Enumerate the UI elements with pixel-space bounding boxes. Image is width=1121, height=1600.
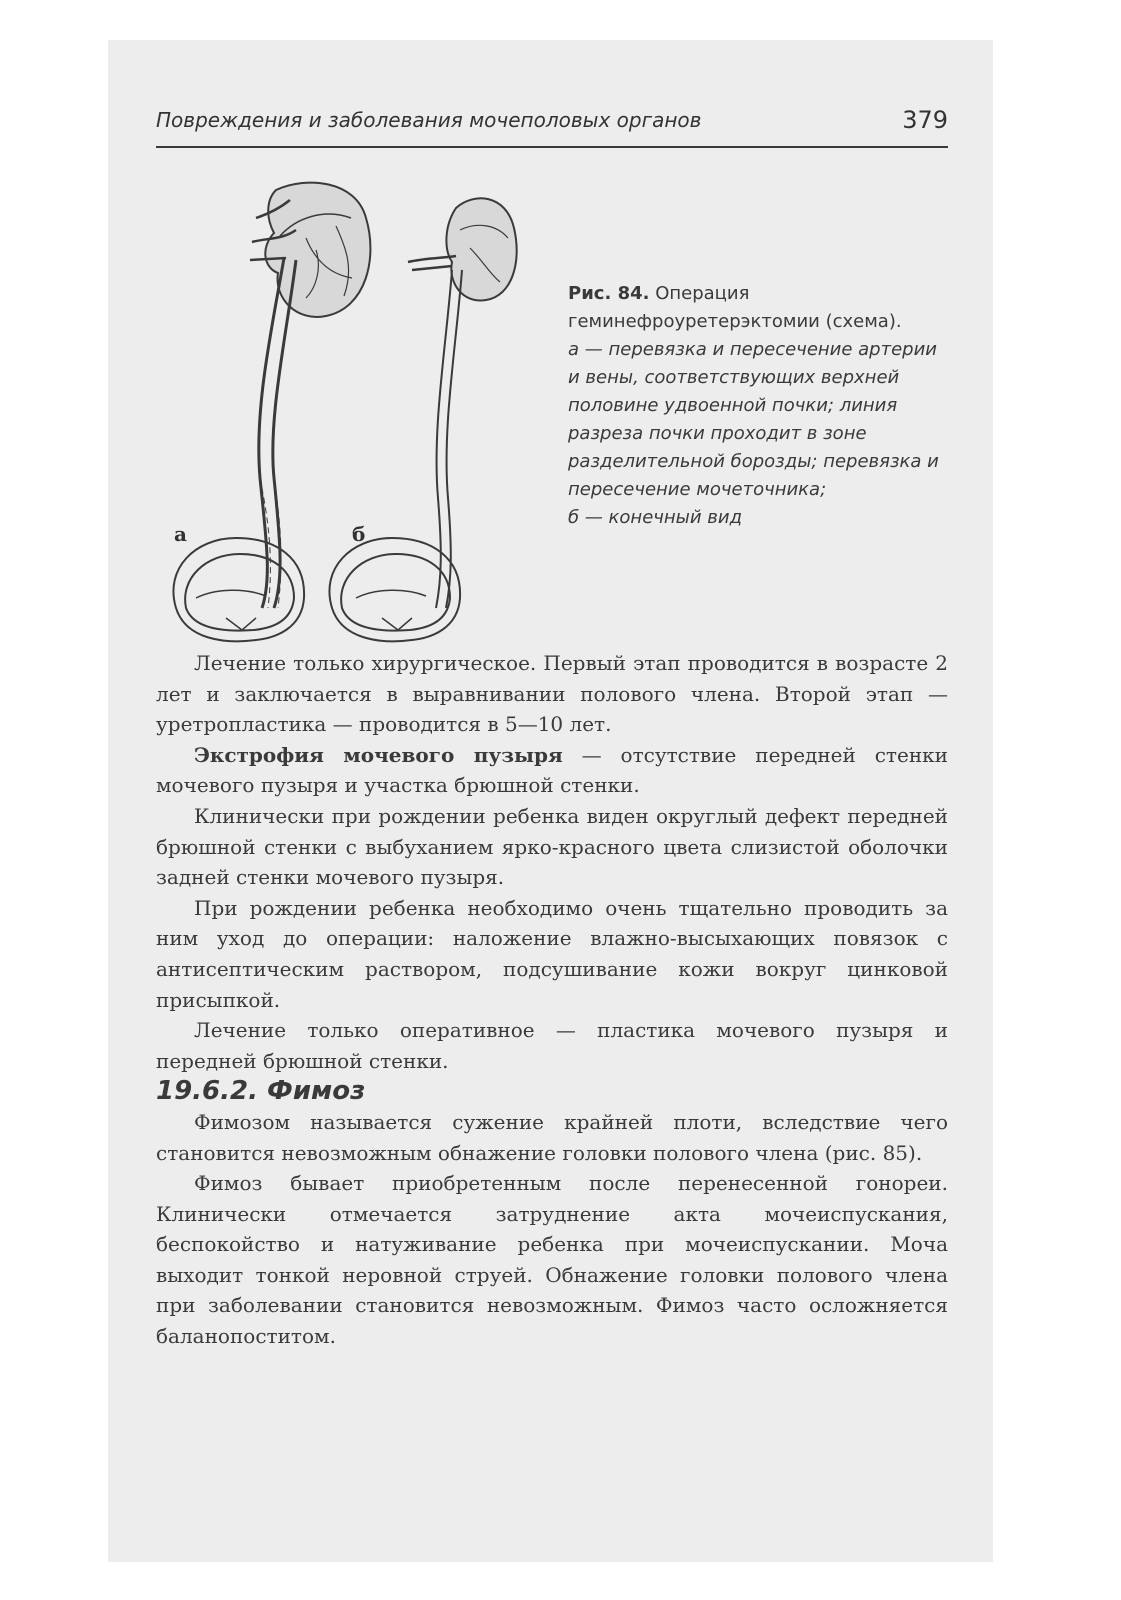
section-heading: 19.6.2. Фимоз	[156, 1076, 366, 1107]
caption-part-a: а — перевязка и пересечение артерии и вены, соответствующих верхней половине удвоенной почки; линия разреза почки проходит в зоне разделительной борозды; перевязка и пересечение мочеточника;	[568, 339, 939, 500]
page-number: 379	[902, 106, 948, 134]
paragraph: Фимоз бывает приобретенным после перенесенной гонореи. Клинически отмечается затруднение акта мочеиспускания, беспокойство и натуживание ребенка при мочеиспускании. Моча выходит тонкой неровной струей. Обнажение головки полового члена при заболевании становится невозможным. Фимоз часто осложняется баланопоститом.	[156, 1171, 948, 1349]
paragraph: Лечение только оперативное — пластика мочевого пузыря и передней брюшной стенки.	[156, 1018, 948, 1073]
running-title: Повреждения и заболевания мочеполовых органов	[156, 108, 702, 132]
kidney-operation-illustration	[156, 178, 556, 648]
caption-title: Операция геминефроуретерэктомии (схема).	[568, 283, 902, 332]
running-head	[156, 106, 948, 148]
body-text	[156, 648, 948, 1352]
panel-a-drawing	[173, 183, 370, 642]
definition-text: — отсутствие передней стенки мочевого пузыря и участка брюшной стенки.	[156, 742, 948, 798]
figure-label-b: б	[352, 522, 366, 546]
caption-number: Рис. 84.	[568, 283, 650, 304]
paragraph: Лечение только хирургическое. Первый этап проводится в возрасте 2 лет и заключается в выравнивании полового члена. Второй этап — уретропластика — проводится в 5—10 лет.	[156, 651, 948, 737]
term-bold: Экстрофия мочевого пузыря	[194, 742, 563, 767]
paragraph: При рождении ребенка необходимо очень тщательно проводить за ним уход до операции: наложение влажно-высыхающих повязок с антисептическим раствором, подсушивание кожи вокруг цинковой присыпкой.	[156, 895, 948, 1012]
figure-84	[156, 178, 948, 648]
paragraph: Фимозом называется сужение крайней плоти, вследствие чего становится невозможным обнажение головки полового члена (рис. 85).	[156, 1109, 948, 1165]
caption-part-b: б — конечный вид	[568, 507, 743, 528]
figure-label-a: а	[174, 522, 187, 546]
paragraph-definition	[156, 740, 948, 801]
paragraph: Клинически при рождении ребенка виден округлый дефект передней брюшной стенки с выбуханием ярко-красного цвета слизистой оболочки задней стенки мочевого пузыря.	[156, 803, 948, 890]
figure-caption	[568, 280, 948, 532]
